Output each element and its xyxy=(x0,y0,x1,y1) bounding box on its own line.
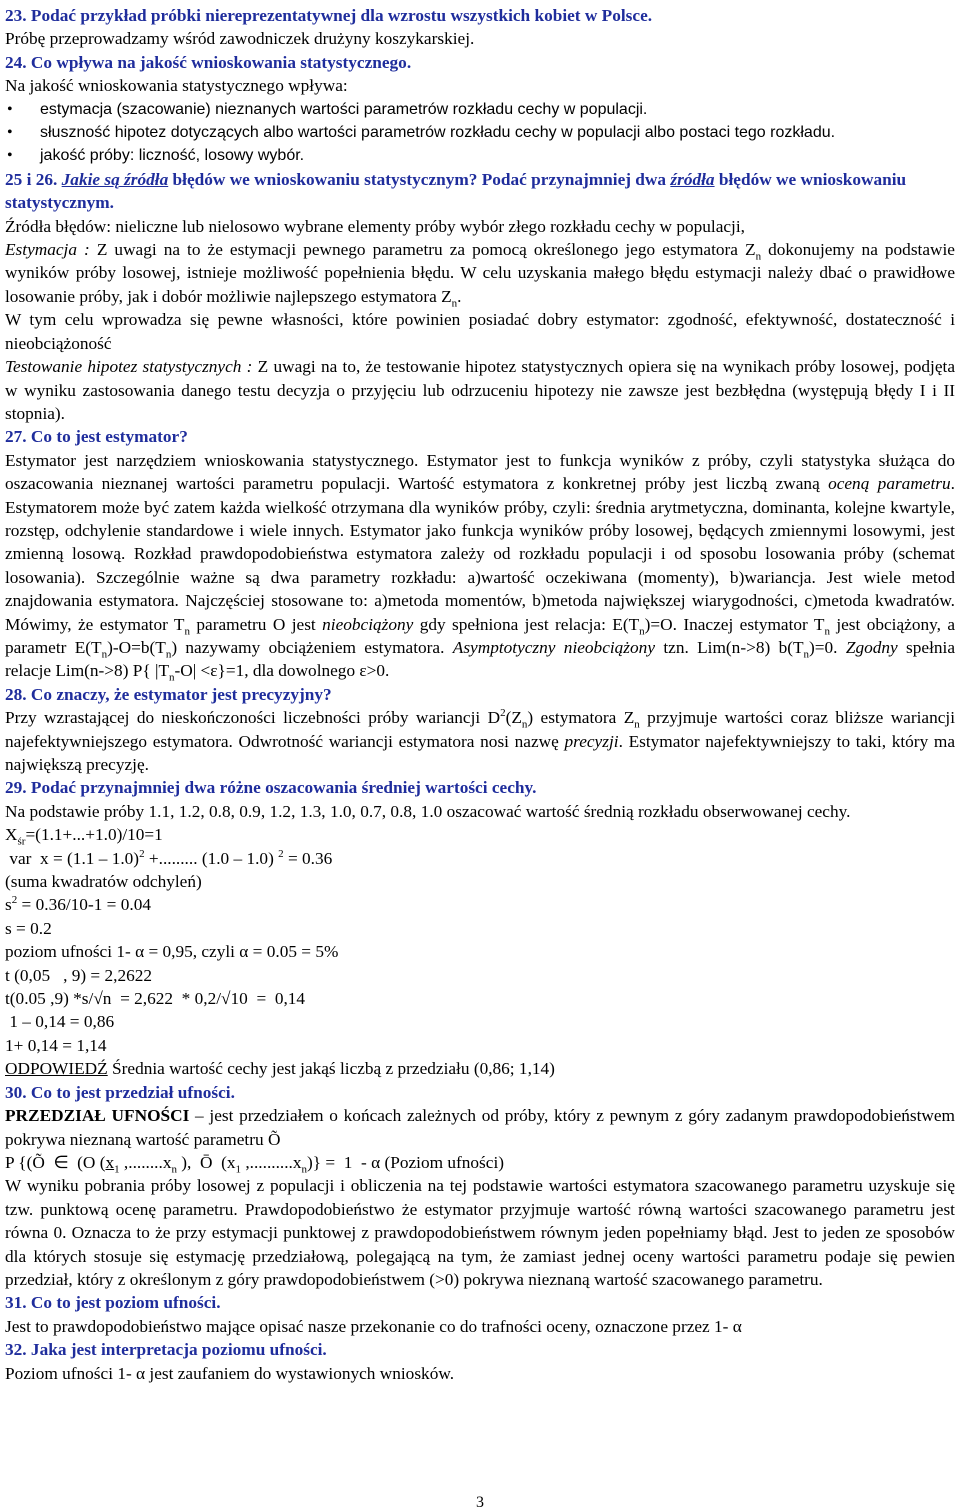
q23-answer: Próbę przeprowadzamy wśród zawodniczek drużyny koszykarskiej. xyxy=(5,29,475,49)
q24-intro: Na jakość wnioskowania statystycznego wpływa: xyxy=(5,76,348,96)
q25-p4 xyxy=(5,355,955,425)
calc-line xyxy=(5,823,955,846)
text-run: P {(Õ ∈ (O ( xyxy=(5,1152,106,1172)
q31-text: Jest to prawdopodobieństwo mające opisać nasze przekonanie co do trafności oceny, oznaczone przez 1- α xyxy=(5,1316,742,1336)
calc-line xyxy=(5,847,955,870)
q25-heading-underlined-2: źródła xyxy=(670,169,715,189)
subscript: n xyxy=(755,250,762,263)
q25-heading-number: 25 i 26. xyxy=(5,169,62,189)
text-run: jest obciążony, a parametr E(T xyxy=(5,614,956,657)
calc-line: 1 – 0,14 = 0,86 xyxy=(5,1012,115,1032)
text-run: gdy spełniona jest relacja: E(T xyxy=(413,614,640,634)
subscript: n xyxy=(634,718,640,731)
q24-bullet-3: • jakość próby: liczność, losowy wybór. xyxy=(5,144,955,167)
term-italic: Zgodny xyxy=(845,637,898,657)
calc-line: t(0.05 ,9) *s/√n = 2,622 * 0,2/√10 = 0,14 xyxy=(5,989,306,1009)
text-run: ), Ō (x xyxy=(176,1152,236,1172)
q25-p2-c: . xyxy=(457,286,462,306)
text-run: ,..........x xyxy=(241,1152,302,1172)
calc-line: 1+ 0,14 = 1,14 xyxy=(5,1035,107,1055)
subscript: n xyxy=(824,625,830,638)
calc-line: (suma kwadratów odchyleń) xyxy=(5,872,202,892)
q25-p4-text: Z uwagi na to, że testowanie hipotez statystycznych opiera się na wynikach próby losowej, podjęta w wyniku zastosowania danego testu decyzja o przyjęciu lub odrzuceniu hipotezy nie zawsze jest bezbłędna (występują błędy I i II stopnia). xyxy=(5,357,955,423)
term-bold: PRZEDZIAŁ UFNOŚCI xyxy=(5,1106,190,1126)
q23-heading: 23. Podać przykład próbki niereprezentatywnej dla wzrostu wszystkich kobiet w Polsce. xyxy=(5,6,653,25)
superscript: 2 xyxy=(11,894,18,907)
q24-bullet-2: • słuszność hipotez dotyczących albo wartości parametrów rozkładu cechy w populacji albo postaci tego rozkładu. xyxy=(5,121,955,144)
term-italic: Asymptotyczny nieobciążony xyxy=(452,637,655,657)
superscript: 2 xyxy=(278,847,284,860)
text-run: tzn. Lim(n->8) b(T xyxy=(655,637,804,657)
text-run: )=O. Inaczej estymator T xyxy=(644,614,825,634)
text-run: =(1.1+...+1.0)/10=1 xyxy=(25,825,163,845)
subscript: n xyxy=(101,648,108,661)
answer-label: ODPOWIEDŹ xyxy=(5,1059,108,1079)
q24-heading: 24. Co wpływa na jakość wnioskowania statystycznego. xyxy=(5,52,412,72)
text-run: Estymator jest narzędziem wnioskowania statystycznego. Estymator jest to funkcja wyników z próby, czyli statystyka służąca do oszacowania nieznanej wartości parametru populacji. Wartość estymatora z konkretnej próby jest liczbą zwaną xyxy=(5,450,955,494)
subscript: n xyxy=(165,648,172,661)
text-run: = 0.36 xyxy=(283,848,333,868)
q29-calculation xyxy=(5,823,955,1080)
text-run: Przy wzrastającej do nieskończoności liczebności próby wariancji D xyxy=(5,708,501,728)
text-run: ) nazywamy obciążeniem estymatora. xyxy=(171,637,453,657)
text-run: ) estymatora Z xyxy=(527,708,635,728)
calc-line: t (0,05 , 9) = 2,2622 xyxy=(5,965,153,985)
subscript: śr xyxy=(17,835,26,848)
q25-heading-end: błędów we wnioskowaniu statystycznym. xyxy=(5,169,907,213)
subscript: n xyxy=(521,718,528,731)
q25-heading-part: błędów we wnioskowaniu statystycznym? Podać przynajmniej dwa xyxy=(168,169,671,189)
calc-line: poziom ufności 1- α = 0,95, czyli α = 0.05 = 5% xyxy=(5,942,339,962)
subscript: n xyxy=(301,1163,307,1176)
subscript: n xyxy=(451,297,458,310)
text-run: x xyxy=(105,1152,115,1172)
term-italic: precyzji xyxy=(564,731,619,751)
text-run: spełnia relacje Lim(n->8) P{ |T xyxy=(5,637,955,681)
q32-text: Poziom ufności 1- α jest zaufaniem do wystawionych wniosków. xyxy=(5,1363,455,1383)
q29-intro: Na podstawie próby 1.1, 1.2, 0.8, 0.9, 1.2, 1.3, 1.0, 0.7, 0.8, 1.0 oszacować wartość średnią rozkładu obserwowanej cechy. xyxy=(5,801,851,821)
q25-heading-underlined-1: Jakie są źródła xyxy=(61,169,169,189)
q28-heading: 28. Co znaczy, że estymator jest precyzyjny? xyxy=(5,684,332,704)
q25-p2-b: dokonujemy na podstawie wyników próby losowej, istnieje możliwość popełnienia błędu. W celu uzyskania małego błędu estymacji należy dbać o prawidłowe losowanie próby, jak i dobór możliwie najlepszego estymatora Z xyxy=(5,240,955,306)
term-italic: oceną parametru xyxy=(828,474,951,494)
q25-p1: Źródła błędów: nieliczne lub nielosowo wybrane elementy próby wybór złego rozkładu cechy w populacji, xyxy=(5,216,745,236)
text-run: przyjmuje wartości coraz bliższe wariancji najefektywniejszego estymatora. Odwrotność wariancji estymatora nosi nazwę xyxy=(5,708,955,751)
estymacja-label: Estymacja : xyxy=(5,240,97,260)
q24-bullet-1: • estymacja (szacowanie) nieznanych wartości parametrów rozkładu cechy w populacji. xyxy=(5,98,955,121)
q27-text xyxy=(5,449,955,683)
q25-heading xyxy=(5,168,955,215)
text-run: parametru O jest xyxy=(190,614,323,634)
document-page xyxy=(5,4,955,1385)
subscript: 1 xyxy=(114,1163,120,1176)
text-run: ,........x xyxy=(119,1152,172,1172)
q25-p3: W tym celu wprowadza się pewne własności, które powinien posiadać dobry estymator: zgodność, efektywność, dostateczność i nieobciążoność xyxy=(5,310,955,353)
subscript: n xyxy=(169,671,175,684)
text-run: +......... (1.0 – 1.0) xyxy=(144,848,279,868)
text-run: )} = 1 - α (Poziom ufności) xyxy=(307,1152,504,1172)
testowanie-label: Testowanie hipotez statystycznych : xyxy=(5,357,258,377)
term-italic: nieobciążony xyxy=(322,614,414,634)
answer-line xyxy=(5,1057,955,1080)
calc-line: s = 0.2 xyxy=(5,918,52,938)
text-run: (Z xyxy=(505,708,522,728)
calc-line xyxy=(5,893,955,916)
subscript: n xyxy=(171,1163,177,1176)
q32-heading: 32. Jaka jest interpretacja poziomu ufności. xyxy=(5,1340,327,1360)
text-run: s xyxy=(5,895,12,915)
text-run: -O| <ε}=1, dla dowolnego ε>0. xyxy=(174,661,390,681)
q30-definition xyxy=(5,1104,955,1151)
subscript: 1 xyxy=(235,1163,242,1176)
text-run: . Estymator najefektywniejszy to taki, który ma największą precyzję. xyxy=(5,731,955,774)
q27-heading: 27. Co to jest estymator? xyxy=(5,427,188,447)
text-run: – jest przedziałem o końcach zależnych od próby, który z pewnym z góry zadanym prawdopodobieństwem pokrywa nieznaną wartość parametru Õ xyxy=(5,1106,955,1149)
q30-text: W wyniku pobrania próby losowej z populacji i obliczenia na tej podstawie wartości estymatora szacowanego parametru uzyskuje się tzw. punktową ocenę parametru. Prawdopodobieństwo że estymator przyjmuje wartość równą wartości szacowanego parametru jest równa 0. Oznacza to że przy estymacji punktowej z prawdopodobieństwem równym jeden popełniamy błąd. Jest to jeden ze sposobów dla których stosuje się estymację przedziałową, polegającą na tym, że zamiast jednej oceny wartości parametru podaje się pewien przedział, który z określonym z góry prawdopodobieństwem (>0) pokrywa nieznaną wartość szacowanego parametru. xyxy=(5,1176,955,1289)
q31-heading: 31. Co to jest poziom ufności. xyxy=(5,1293,221,1313)
subscript: n xyxy=(803,648,810,661)
q30-heading: 30. Co to jest przedział ufności. xyxy=(5,1082,235,1102)
q25-p2-a: Z uwagi na to że estymacji pewnego parametru za pomocą określonego jego estymatora Z xyxy=(96,240,756,260)
q30-formula xyxy=(5,1151,955,1174)
q28-text xyxy=(5,706,955,776)
superscript: 2 xyxy=(500,707,506,720)
q29-heading: 29. Podać przynajmniej dwa różne oszacowania średniej wartości cechy. xyxy=(5,778,537,798)
text-run: X xyxy=(5,825,18,845)
text-run: = 0.36/10-1 = 0.04 xyxy=(17,895,151,915)
q25-p2 xyxy=(5,238,955,308)
page-number: 3 xyxy=(476,1494,484,1511)
text-run: . Estymatorem może być zatem każda wielkość otrzymana dla wyników próby, czyli: średnia arytmetyczna, dominanta, kolejne kwartyle, rozstęp, odchylenie standardowe i wiele innych. Estymator jako funkcja wyników próby losowej, będących zmiennymi losowymi, jest zmienną losową. Rozkład prawdopodobieństwa estymatora zależy od rozkładu populacji i od sposobu losowania próby (schemat losowania). Szczególnie ważne są dwa parametry rozkładu: a)wartość oczekiwana (momenty), b)wariancja. Jest wiele metod znajdowania estymatora. Najczęściej stosowane to: a)metoda momentów, b)metoda największej wiarygodności, c)metoda kwadratów. Mówimy, że estymator T xyxy=(5,474,955,634)
text-run: )-O=b(T xyxy=(107,637,166,657)
text-run: )=0. xyxy=(809,637,846,657)
subscript: n xyxy=(639,625,645,638)
superscript: 2 xyxy=(139,847,145,860)
text-run: var x = (1.1 – 1.0) xyxy=(5,848,140,868)
answer-text: Średnia wartość cechy jest jakąś liczbą z przedziału (0,86; 1,14) xyxy=(107,1059,555,1079)
subscript: n xyxy=(184,625,190,638)
